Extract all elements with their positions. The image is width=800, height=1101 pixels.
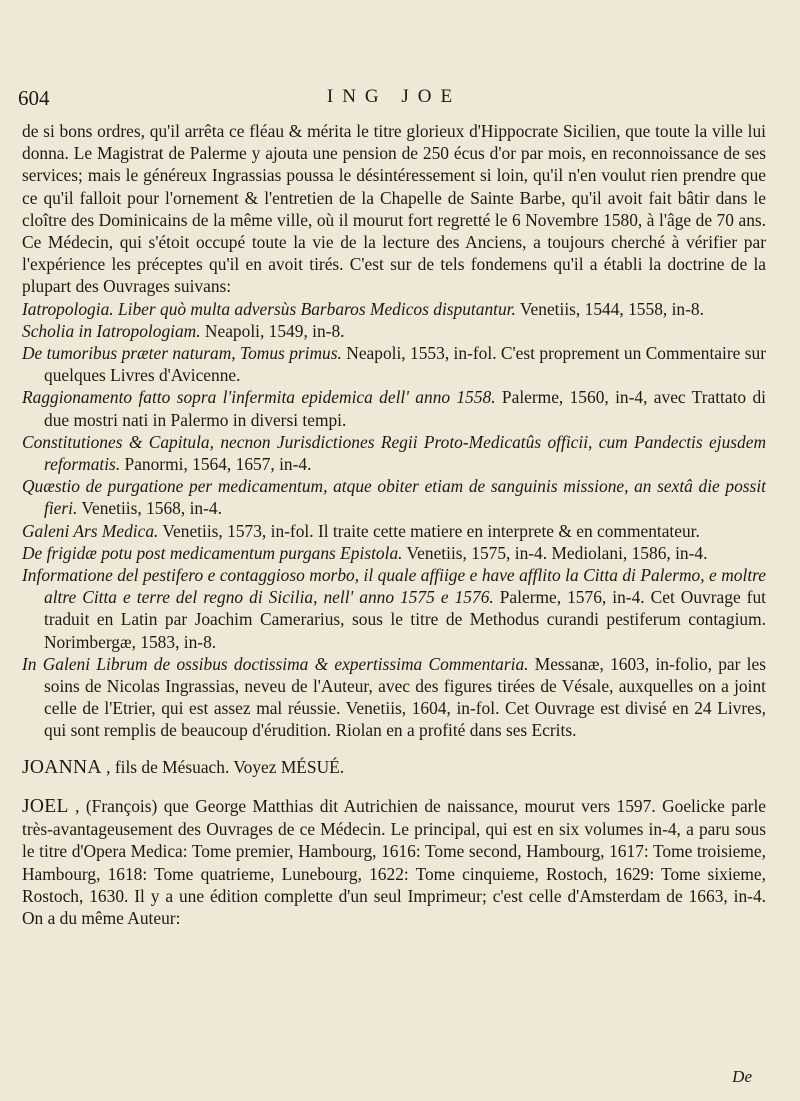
work-item <box>22 520 766 542</box>
intro-paragraph: de si bons ordres, qu'il arrêta ce fléau & mérita le titre glorieux d'Hippocrate Sicilien, que toute la ville lui donna. Le Magistrat de Palerme y ajouta une pension de 250 écus d'or par mois, en reconnoissance de ses services; mais le généreux Ingrassias poussa le désintéressement si loin, qu'il n'en voulut rien prendre que ce qu'il falloit pour l'ornement & l'entretien de la Chapelle de Sainte Barbe, qu'il avoit fait bâtir dans le cloître des Dominicains de la même ville, où il mourut fort regretté le 6 Novembre 1580, à l'âge de 70 ans. Ce Médecin, qui s'étoit occupé toute la vie de la lecture des Anciens, a toujours cherché à vérifier par l'expérience les préceptes qu'il en avoit tirés. C'est sur de tels fondemens qu'il a établi la doctrine de la plupart des Ouvrages suivans: <box>22 121 766 297</box>
work-item <box>22 320 766 342</box>
work-item <box>22 542 766 564</box>
work-detail: Messanæ, 1603, in-folio, par les soins de Nicolas Ingrassias, neveu de l'Auteur, avec des figures tirées de Vésale, auxquelles on a joint celle de l'Etrier, qui est assez mal réussie. Venetiis, 1604, in-fol. Cet Ouvrage est divisé en 24 Livres, qui sont remplis de beaucoup d'érudition. Riolan en a profité dans ses Ecrits. <box>44 653 766 741</box>
work-detail: Neapoli, 1553, in-fol. C'est proprement un Commentaire sur quelques Livres d'Avicenne. <box>44 343 766 386</box>
work-detail: Venetiis, 1575, in-4. Mediolani, 1586, in-4. <box>402 542 708 563</box>
work-detail: Venetiis, 1568, in-4. <box>77 498 222 519</box>
work-detail: Panormi, 1564, 1657, in-4. <box>120 454 312 475</box>
entry-heading: JOEL <box>22 795 69 817</box>
work-detail: Venetiis, 1544, 1558, in-8. <box>515 298 704 319</box>
page-header <box>18 86 770 112</box>
work-title: Scholia in Iatropologiam. <box>22 320 201 341</box>
work-detail: Neapoli, 1549, in-8. <box>200 320 345 341</box>
entry-text: , (François) que George Matthias dit Autrichien de naissance, mourut vers 1597. Goelicke parle très-avantageusement des Ouvrages de ce Médecin. Le principal, qui est en six volumes in-4, a paru sous le titre d'Opera Medica: Tome premier, Hambourg, 1616: Tome second, Hambourg, 1617: Tome troisieme, Hambourg, 1618: Tome quatrieme, Lunebourg, 1622: Tome cinquieme, Rostoch, 1629: Tome sixieme, Rostoch, 1630. Il y a une édition complette d'un seul Imprimeur; c'est celle d'Amsterdam de 1663, in-4. On a du même Auteur: <box>22 795 766 928</box>
entry-text: , fils de Mésuach. Voyez MÉSUÉ. <box>101 756 345 777</box>
entry-paragraph <box>22 795 766 929</box>
work-title: In Galeni Librum de ossibus doctissima & expertissima Commentaria. <box>22 653 529 674</box>
page-body <box>22 120 766 929</box>
work-item <box>22 298 766 320</box>
work-item <box>22 564 766 653</box>
work-detail: Palerme, 1576, in-4. Cet Ouvrage fut traduit en Latin par Joachim Camerarius, sous le titre de Methodus curandi pestiferum contagium. Norimbergæ, 1583, in-8. <box>44 587 766 652</box>
work-title: De frigidæ potu post medicamentum purgans Epistola. <box>22 542 403 563</box>
entries-list <box>22 756 766 929</box>
running-head: ING JOE <box>326 86 462 107</box>
works-list <box>22 298 766 742</box>
page-number: 604 <box>18 86 50 110</box>
work-item <box>22 653 766 742</box>
entry-paragraph <box>22 756 766 779</box>
work-detail: Venetiis, 1573, in-fol. Il traite cette matiere en interprete & en commentateur. <box>158 520 700 541</box>
work-title: Informatione del pestifero e contaggioso morbo, il quale affiige e have afflito la Citta di Palermo, e moltre altre Citta e terre del regno di Sicilia, nell' anno 1575 e 1576. <box>22 565 766 608</box>
work-item <box>22 431 766 475</box>
work-item <box>22 386 766 430</box>
work-title: Iatropologia. Liber quò multa adversùs Barbaros Medicos disputantur. <box>22 298 516 319</box>
work-item <box>22 342 766 386</box>
entry-heading: JOANNA <box>22 756 102 778</box>
work-title: Constitutiones & Capitula, necnon Jurisdictiones Regii Proto-Medicatûs officii, cum Pandectis ejusdem reformatis. <box>22 431 766 475</box>
work-item <box>22 475 766 519</box>
work-title: Galeni Ars Medica. <box>22 520 159 541</box>
catchword: De <box>732 1067 752 1086</box>
work-title: Raggionamento fatto sopra l'infermita epidemica dell' anno 1558. <box>22 387 496 408</box>
work-detail: Palerme, 1560, in-4, avec Trattato di due mostri nati in Palermo in diversi tempi. <box>44 387 766 430</box>
work-title: Quæstio de purgatione per medicamentum, atque obiter etiam de sanguinis missione, an sextâ die possit fieri. <box>22 476 766 519</box>
work-title: De tumoribus præter naturam, Tomus primus. <box>22 343 342 364</box>
